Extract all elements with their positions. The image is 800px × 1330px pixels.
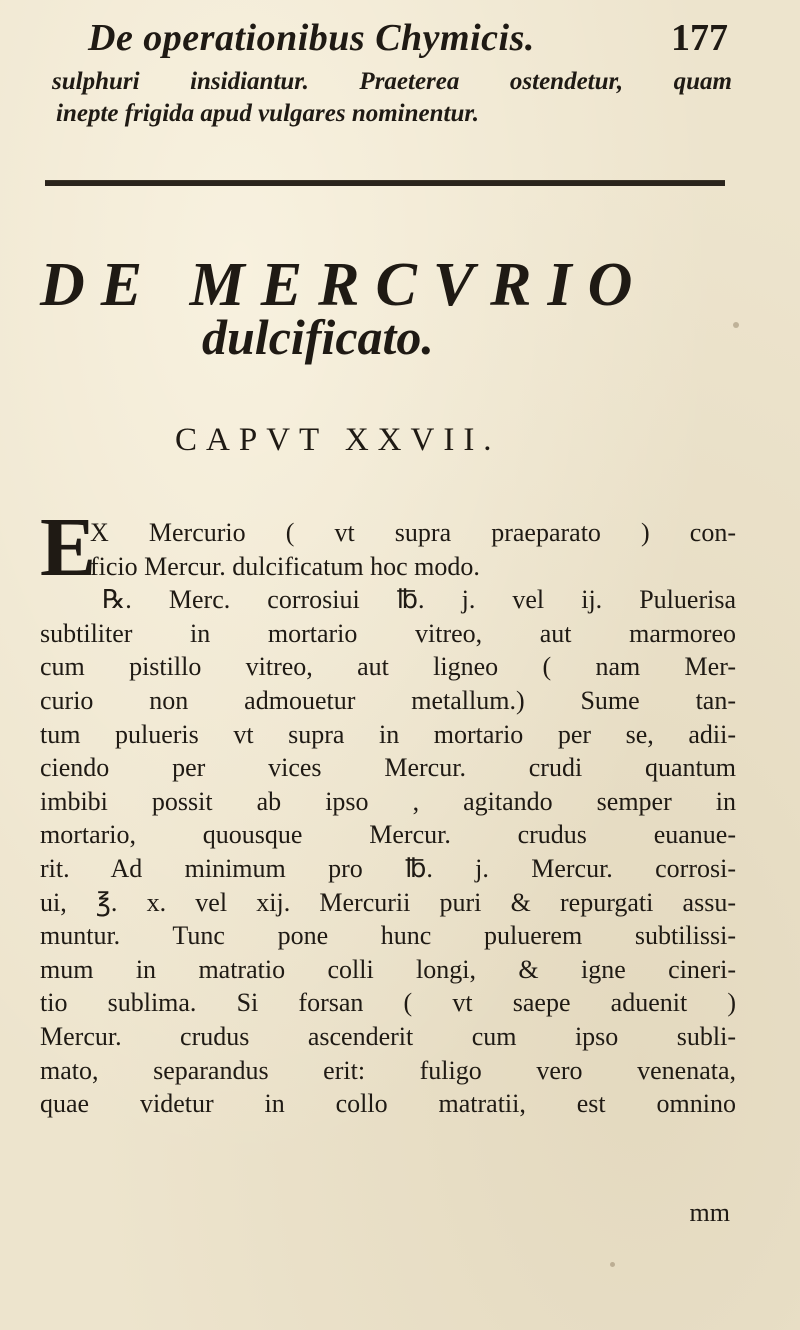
body-text bbox=[40, 501, 736, 1121]
body-line: rit. Ad minimum pro ℔. j. Mercur. corrosi- bbox=[40, 853, 736, 883]
body-line: muntur. Tunc pone hunc puluerem subtilissi- bbox=[40, 921, 736, 951]
running-head bbox=[88, 14, 728, 62]
body-line: ficio Mercur. dulcificatum hoc modo. bbox=[90, 551, 480, 581]
body-line: mortario, quousque Mercur. crudus euanue- bbox=[40, 820, 736, 850]
body-line: tum pulueris vt supra in mortario per se, adii- bbox=[40, 719, 736, 749]
body-line: subtiliter in mortario vitreo, aut marmoreo bbox=[40, 618, 736, 648]
section-subheading: dulcificato. bbox=[202, 309, 434, 365]
body-line: mum in matratio colli longi, & igne cineri- bbox=[40, 954, 736, 984]
paper-spot bbox=[552, 940, 556, 944]
body-line: ui, ℥. x. vel xij. Mercurii puri & repurgati assu- bbox=[40, 887, 736, 917]
page-number: 177 bbox=[671, 17, 728, 59]
intro-line: sulphuri insidiantur. Praeterea ostendetur, quam bbox=[52, 68, 732, 95]
running-head-title: De operationibus Chymicis. bbox=[88, 17, 535, 59]
body-line: ciendo per vices Mercur. crudi quantum bbox=[40, 753, 736, 783]
paper-spot bbox=[733, 322, 739, 328]
body-line: mato, separandus erit: fuligo vero venenata, bbox=[40, 1055, 736, 1085]
drop-cap: E bbox=[40, 501, 97, 594]
body-line: tio sublima. Si forsan ( vt saepe aduenit ) bbox=[40, 988, 736, 1018]
chapter-title: CAPVT XXVII. bbox=[175, 422, 501, 458]
body-line: X Mercurio ( vt supra praeparato ) con- bbox=[90, 518, 736, 547]
body-line: ℞. Merc. corrosiui ℔. j. vel ij. Puluerisa bbox=[102, 585, 736, 615]
section-rule bbox=[45, 180, 725, 186]
intro-text bbox=[52, 66, 732, 130]
catchword: mm bbox=[689, 1198, 730, 1227]
body-line: cum pistillo vitreo, aut ligneo ( nam Mer- bbox=[40, 652, 736, 682]
paper-spot bbox=[610, 1262, 615, 1267]
section-heading: DE MERCVRIO bbox=[40, 251, 649, 319]
body-line: Mercur. crudus ascenderit cum ipso subli- bbox=[40, 1021, 736, 1051]
intro-line: inepte frigida apud vulgares nominentur. bbox=[56, 100, 479, 127]
body-line: curio non admouetur metallum.) Sume tan- bbox=[40, 685, 736, 715]
body-line: quae videtur in collo matratii, est omnino bbox=[40, 1089, 736, 1119]
body-line: imbibi possit ab ipso , agitando semper in bbox=[40, 786, 736, 816]
